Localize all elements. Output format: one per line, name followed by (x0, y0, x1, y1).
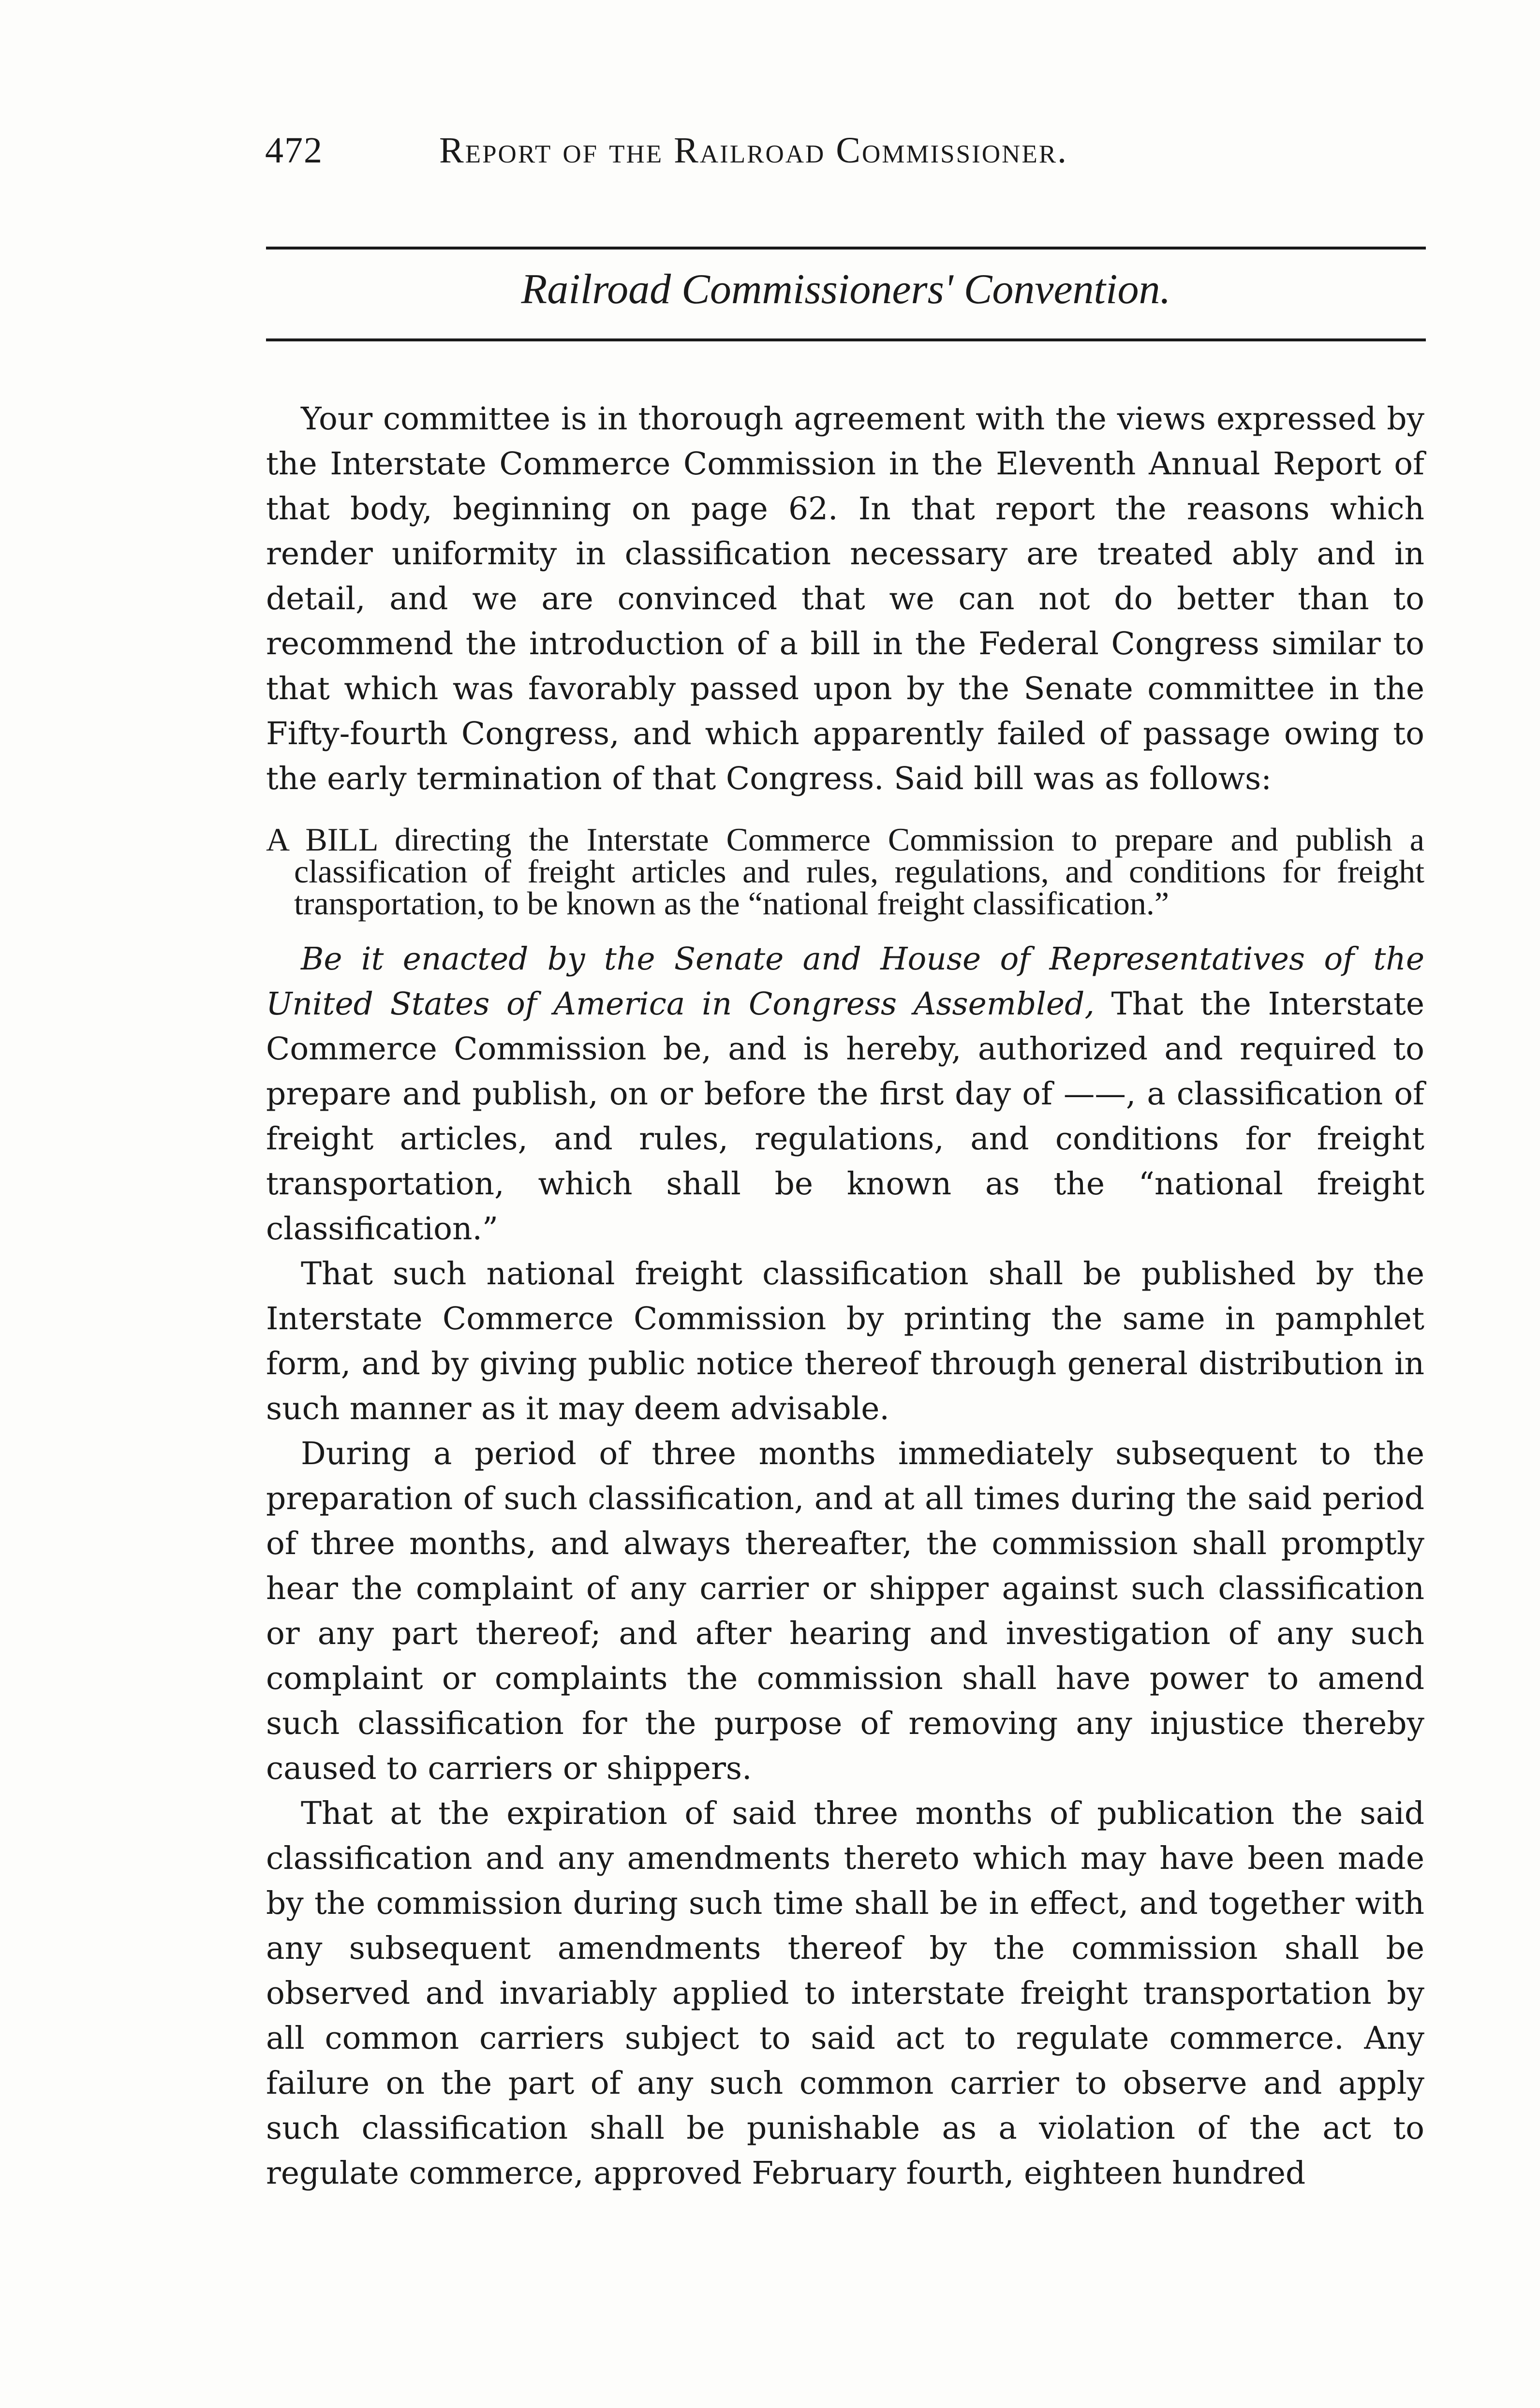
paragraph-intro: Your committee is in thorough agreement with the views expressed by the Interstate Commerce Commission in the Eleventh Annual Report of that body, beginning on page 62. In that report the reasons which render uniformity in classification necessary are treated ably and in detail, and we are convinced that we can not do better than to recommend the introduction of a bill in the Federal Congress similar to that which was favorably passed upon by the Senate committee in the Fifty-fourth Congress, and which apparently failed of passage owing to the early termination of that Congress. Said bill was as follows: (266, 401, 1424, 797)
running-title: Report of the Railroad Commissioner. (439, 130, 1068, 171)
body-text (266, 396, 1424, 2196)
bottom-rule (266, 338, 1426, 341)
bill-title (266, 821, 1424, 922)
section-title: Railroad Commissioners' Convention. (521, 266, 1171, 313)
paragraph-publication: That such national freight classification shall be published by the Interstate Commerce Commission by printing the same in pamphlet form, and by giving public notice thereof through general distribution in such manner as it may deem advisable. (266, 1256, 1424, 1427)
enacting-clause: Be it enacted by the Senate and House of Representatives of the United States of America in Congress Assembled, (266, 941, 1424, 1022)
top-rule (266, 247, 1426, 250)
bill-title-text: directing the Interstate Commerce Commission to prepare and publish a classification of freight articles and rules, regulations, and conditions for freight transportation, to be known as the “national freight classification.” (294, 821, 1424, 922)
bill-lead: A BILL (266, 821, 377, 858)
page-header (265, 130, 1426, 188)
page-number: 472 (265, 130, 323, 171)
paragraph-complaints: During a period of three months immediately subsequent to the preparation of such classification, and at all times during the said period of three months, and always thereafter, the commission shall promptly hear the complaint of any carrier or shipper against such classification or any part thereof; and after hearing and investigation of any such complaint or complaints the commission shall have power to amend such classification for the purpose of removing any injustice thereby caused to carriers or shippers. (266, 1436, 1424, 1787)
enacting-text: That the Interstate Commerce Commission be, and is hereby, authorized and required to prepare and publish, on or before the first day of ——, a classification of freight articles, and rules, regulations, and conditions for freight transportation, which shall be known as the “national freight classification.” (266, 986, 1424, 1247)
paragraph-enacting (266, 937, 1424, 1251)
paragraph-effect: That at the expiration of said three months of publication the said classification and any amendments thereto which may have been made by the commission during such time shall be in effect, and together with any subsequent amendments thereof by the commission shall be observed and invariably applied to interstate freight transportation by all common carriers subject to said act to regulate commerce. Any failure on the part of any such common carrier to observe and apply such classification shall be punishable as a violation of the act to regulate commerce, approved February fourth, eighteen hundred (266, 1795, 1424, 2191)
